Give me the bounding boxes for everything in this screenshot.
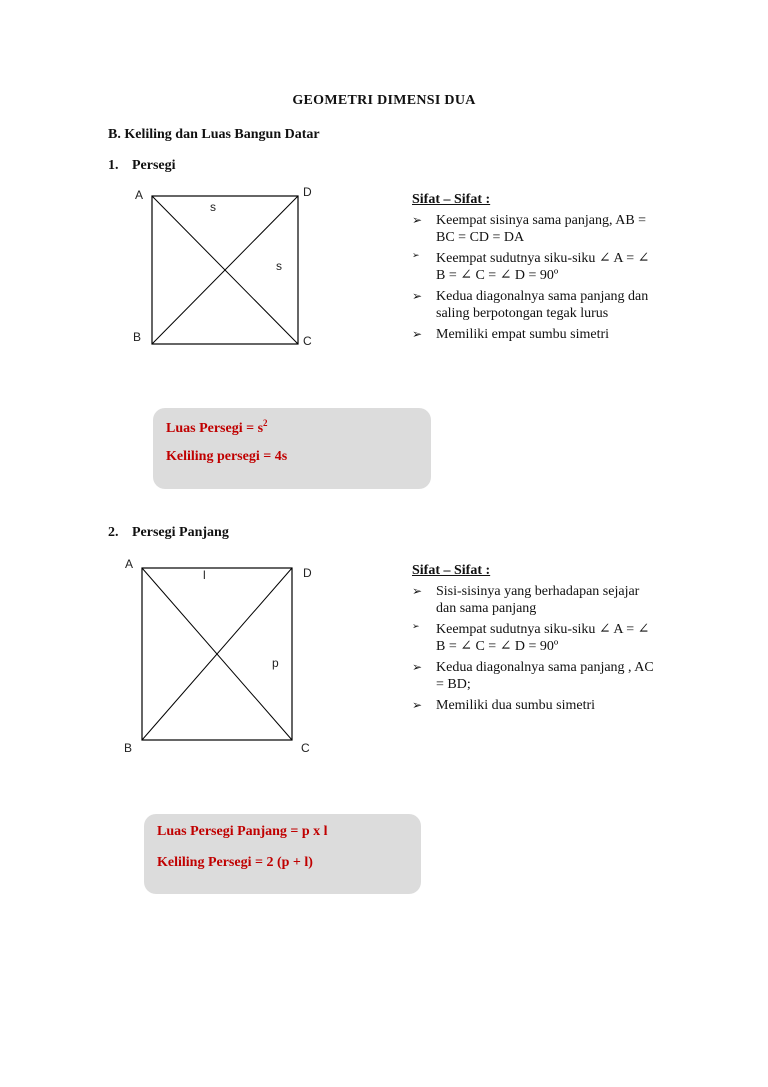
formula-area: Luas Persegi Panjang = p x l [157,824,328,839]
property-item: ➢ Keempat sudutnya siku-siku ∠ A = ∠ B = ∠ C = ∠ D = 90º [412,250,662,284]
shape-number: 1. [108,158,119,173]
vertex-label-a: A [125,557,134,571]
shape-heading-persegi-panjang [108,525,229,541]
arrow-bullet-icon: ➢ [412,213,423,227]
formula-perimeter: Keliling persegi = 4s [166,449,288,464]
property-item: ➢ Sisi-sisinya yang berhadapan sejajar dan sama panjang [412,584,640,616]
arrow-bullet-icon: ➢ [412,289,423,303]
shape-number: 2. [108,525,119,540]
arrow-bullet-icon: ➢ [412,584,423,598]
shape-heading-persegi [108,158,176,174]
formula-box-persegi-panjang [144,814,421,894]
arrow-bullet-icon: ➢ [412,622,420,632]
property-item: ➢ Keempat sudutnya siku-siku ∠ A = ∠ B = ∠ C = ∠ D = 90º [412,621,662,655]
arrow-bullet-icon: ➢ [412,251,420,261]
side-label-top: l [203,568,206,582]
formula-area: Luas Persegi = $s^2$ [166,418,268,436]
property-item: ➢ Memiliki dua sumbu simetri [412,698,596,713]
page-title: GEOMETRI DIMENSI DUA [292,93,476,108]
formula-perimeter: Keliling Persegi = 2 (p + l) [157,855,313,870]
section-heading: B. Keliling dan Luas Bangun Datar [108,127,320,142]
rectangle-diagram [140,566,296,744]
vertex-label-a: A [135,188,144,202]
vertex-label-c: C [303,334,312,348]
property-item: ➢ Kedua diagonalnya sama panjang dan saling berpotongan tegak lurus [412,289,649,321]
property-item: ➢ Keempat sisinya sama panjang, AB = BC = CD = DA [412,213,647,245]
arrow-bullet-icon: ➢ [412,327,423,341]
property-item: ➢ Kedua diagonalnya sama panjang , AC = BD; [412,660,654,692]
properties-title: Sifat – Sifat : [412,563,491,578]
vertex-label-c: C [301,741,310,755]
arrow-bullet-icon: ➢ [412,660,423,674]
properties-persegi-panjang [412,563,662,718]
shape-name: Persegi Panjang [132,525,229,540]
side-label-right: p [272,656,279,670]
vertex-label-d: D [303,185,312,199]
vertex-label-d: D [303,566,312,580]
arrow-bullet-icon: ➢ [412,698,423,712]
formula-box-persegi [153,408,431,489]
vertex-label-b: B [133,330,142,344]
side-label-top: s [210,200,216,214]
properties-title: Sifat – Sifat : [412,192,491,207]
property-item: ➢ Memiliki empat sumbu simetri [412,327,610,342]
side-label-right: s [276,259,282,273]
shape-name: Persegi [132,158,176,173]
properties-persegi [412,192,662,347]
vertex-label-b: B [124,741,133,755]
